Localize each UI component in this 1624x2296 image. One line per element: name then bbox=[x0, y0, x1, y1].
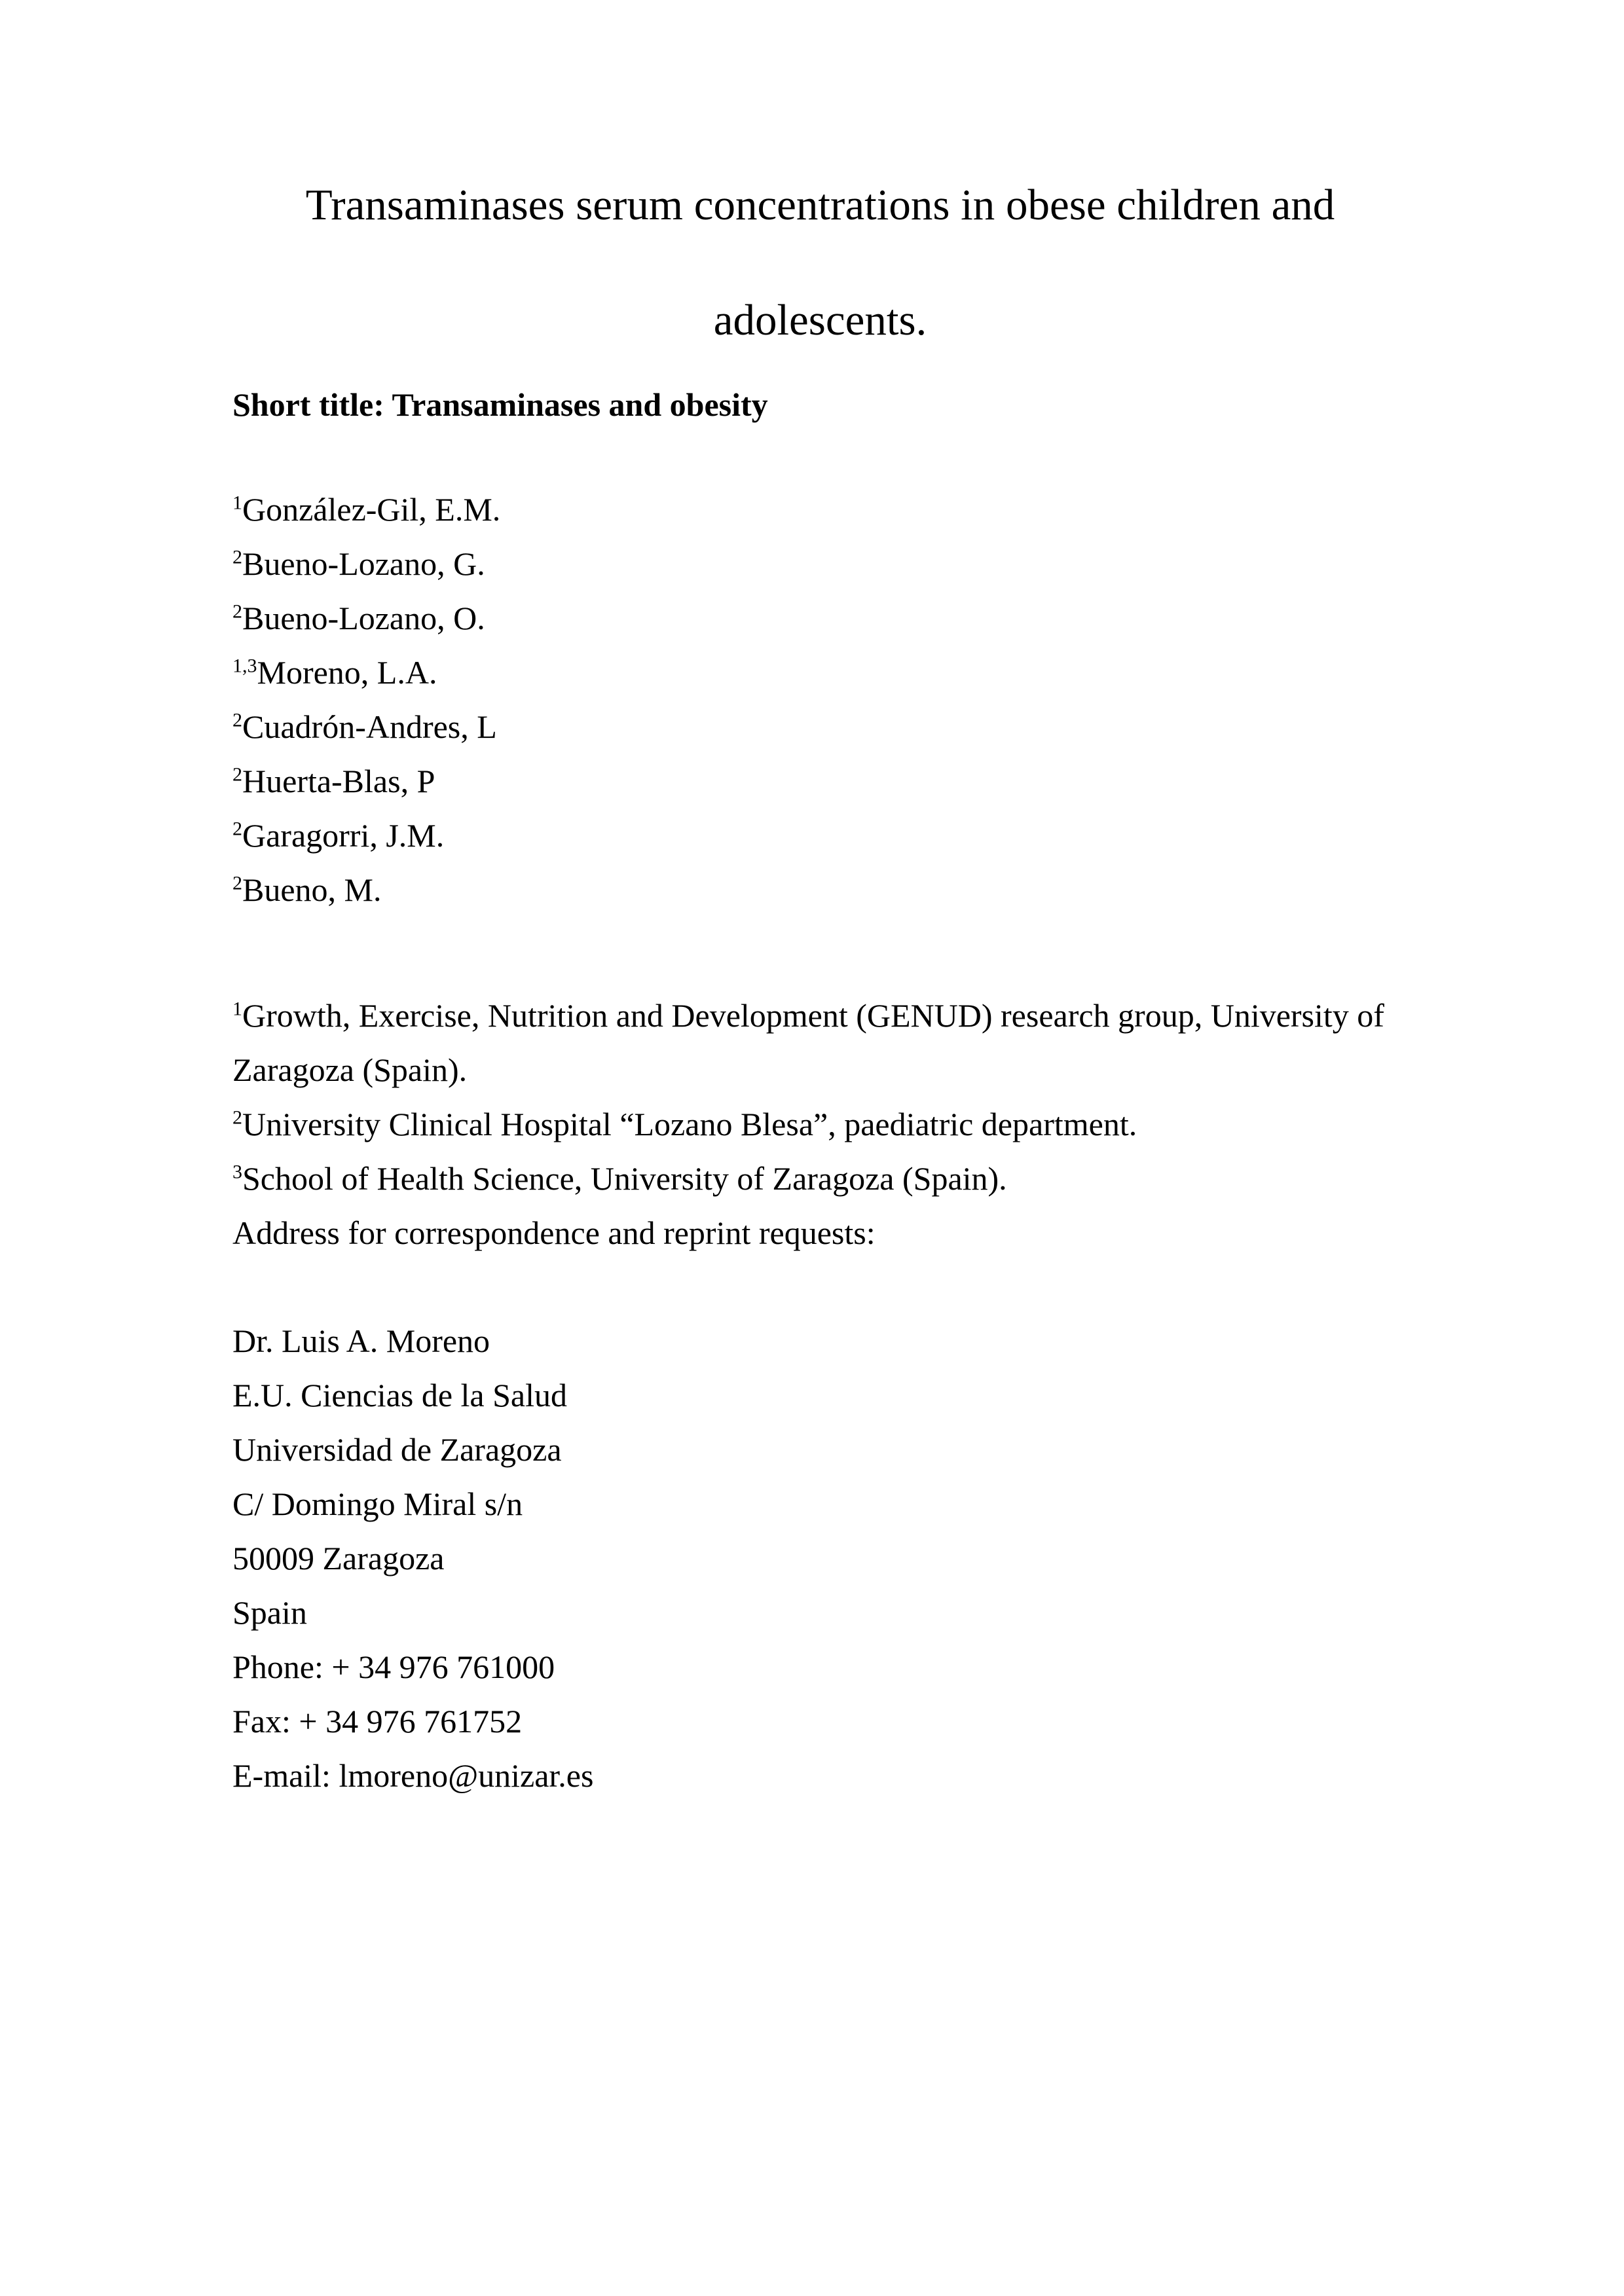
correspondence-phone: Phone: + 34 976 761000 bbox=[232, 1649, 555, 1685]
correspondence-fax: Fax: + 34 976 761752 bbox=[232, 1703, 523, 1740]
author-line bbox=[232, 646, 1408, 700]
affiliation-list bbox=[232, 989, 1408, 1206]
author-affiliation-marker: 2 bbox=[232, 546, 242, 568]
author-name: Huerta-Blas, P bbox=[242, 763, 435, 799]
correspondence-university: Universidad de Zaragoza bbox=[232, 1431, 562, 1468]
affiliation-text: School of Health Science, University of Zaragoza (Spain). bbox=[242, 1160, 1007, 1197]
author-list bbox=[232, 483, 1408, 917]
affiliation-line bbox=[232, 1097, 1408, 1152]
author-line bbox=[232, 591, 1408, 646]
correspondence-block bbox=[232, 1314, 1408, 1803]
short-title-value: Transaminases and obesity bbox=[392, 386, 768, 423]
author-affiliation-marker: 1,3 bbox=[232, 655, 257, 677]
short-title-label: Short title: bbox=[232, 386, 392, 423]
correspondence-city: 50009 Zaragoza bbox=[232, 1540, 445, 1576]
author-line bbox=[232, 483, 1408, 537]
short-title bbox=[232, 378, 1408, 432]
author-name: González-Gil, E.M. bbox=[242, 491, 501, 528]
affiliation-marker: 2 bbox=[232, 1106, 242, 1129]
author-name: Cuadrón-Andres, L bbox=[242, 708, 497, 745]
author-line bbox=[232, 700, 1408, 754]
author-line bbox=[232, 863, 1408, 917]
author-affiliation-marker: 2 bbox=[232, 872, 242, 894]
correspondence-name: Dr. Luis A. Moreno bbox=[232, 1322, 490, 1359]
paper-title: Transaminases serum concentrations in obese children and adolescents. bbox=[305, 181, 1335, 344]
author-affiliation-marker: 2 bbox=[232, 818, 242, 840]
author-line bbox=[232, 809, 1408, 863]
author-affiliation-marker: 2 bbox=[232, 763, 242, 786]
affiliation-marker: 3 bbox=[232, 1161, 242, 1183]
correspondence-heading: Address for correspondence and reprint requests: bbox=[232, 1214, 876, 1251]
author-line bbox=[232, 754, 1408, 809]
correspondence-country: Spain bbox=[232, 1594, 307, 1631]
author-name: Moreno, L.A. bbox=[257, 654, 437, 691]
author-line bbox=[232, 537, 1408, 591]
author-name: Garagorri, J.M. bbox=[242, 817, 445, 854]
author-name: Bueno-Lozano, O. bbox=[242, 600, 485, 636]
correspondence-email: E-mail: lmoreno@unizar.es bbox=[232, 1757, 594, 1794]
affiliation-text: University Clinical Hospital “Lozano Blesa”, paediatric department. bbox=[242, 1106, 1137, 1142]
page-content bbox=[0, 147, 1624, 1803]
author-affiliation-marker: 2 bbox=[232, 709, 242, 731]
affiliation-line bbox=[232, 989, 1408, 1097]
author-affiliation-marker: 1 bbox=[232, 492, 242, 514]
author-name: Bueno, M. bbox=[242, 871, 382, 908]
affiliation-text: Growth, Exercise, Nutrition and Development (GENUD) research group, University of Zaragoza (Spain). bbox=[232, 997, 1384, 1088]
correspondence-institution: E.U. Ciencias de la Salud bbox=[232, 1377, 567, 1413]
correspondence-street: C/ Domingo Miral s/n bbox=[232, 1485, 523, 1522]
affiliation-marker: 1 bbox=[232, 998, 242, 1020]
affiliation-line bbox=[232, 1152, 1408, 1206]
author-name: Bueno-Lozano, G. bbox=[242, 545, 485, 582]
author-affiliation-marker: 2 bbox=[232, 600, 242, 623]
